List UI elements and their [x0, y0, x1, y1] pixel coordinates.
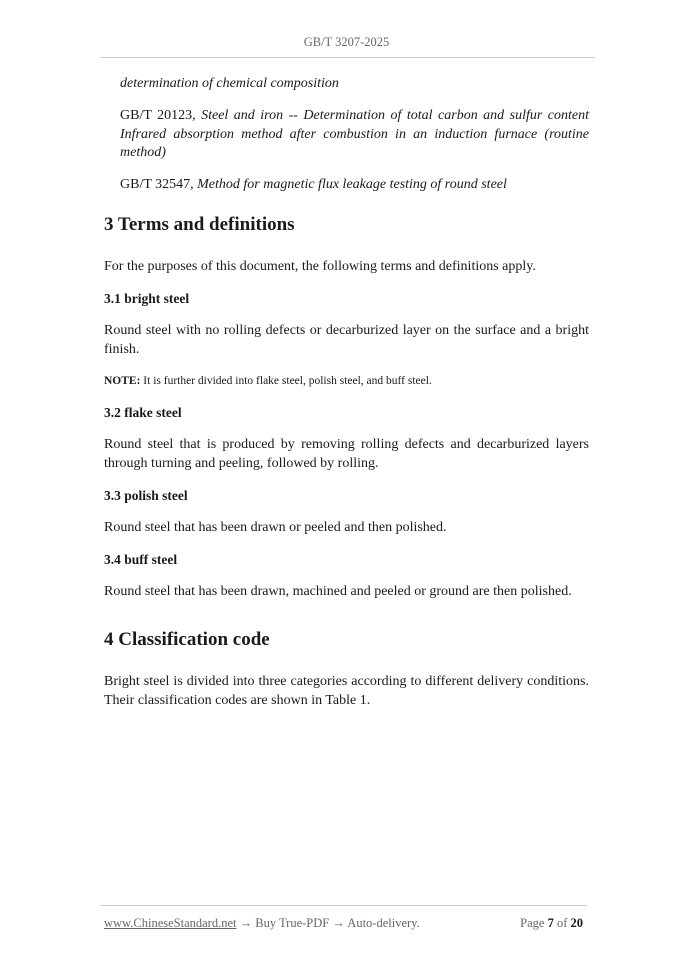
- note-label: NOTE:: [104, 375, 141, 387]
- footer-promo: [104, 916, 420, 931]
- note-text: It is further divided into flake steel, polish steel, and buff steel.: [140, 375, 432, 387]
- term-3-1-title: 3.1 bright steel: [104, 291, 190, 306]
- site-link[interactable]: www.ChineseStandard.net: [104, 916, 237, 930]
- reference-continuation: [120, 75, 589, 94]
- reference-code: GB/T 32547,: [120, 177, 198, 192]
- section-3-heading: 3 Terms and definitions: [104, 214, 295, 235]
- reference-gbt-20123: [120, 107, 589, 163]
- reference-code: GB/T 20123,: [120, 108, 202, 123]
- section-4-body: Bright steel is divided into three categories according to different delivery conditions. Their classification codes are shown in Table 1.: [104, 674, 589, 708]
- header-divider: [100, 57, 595, 58]
- section-4-heading: 4 Classification code: [104, 629, 270, 650]
- term-3-2-title: 3.2 flake steel: [104, 405, 182, 420]
- term-3-3-definition: Round steel that has been drawn or peeled and then polished.: [104, 520, 447, 535]
- term-3-2-definition: Round steel that is produced by removing rolling defects and decarburized layers through turning and peeling, followed by rolling.: [104, 437, 589, 471]
- page-label: Page: [520, 916, 548, 930]
- total-pages: 20: [570, 916, 583, 930]
- of-label: of: [553, 916, 571, 930]
- current-page: 7: [547, 916, 554, 930]
- reference-title: Steel and iron -- Determination of total carbon and sulfur content Infrared absorption method after combustion in an induction furnace (routine method): [120, 108, 590, 160]
- page-header: GB/T 3207-2025: [303, 35, 390, 49]
- section-3-intro: For the purposes of this document, the following terms and definitions apply.: [104, 259, 536, 274]
- footer-divider: [100, 905, 587, 906]
- term-3-4-definition: Round steel that has been drawn, machined and peeled or ground are then polished.: [104, 584, 572, 599]
- reference-gbt-32547: [120, 176, 589, 195]
- term-3-4-title: 3.4 buff steel: [104, 552, 178, 567]
- term-3-3-title: 3.3 polish steel: [104, 488, 188, 503]
- term-3-1-note: [104, 373, 589, 389]
- term-3-1-definition: Round steel with no rolling defects or decarburized layer on the surface and a bright finish.: [104, 323, 589, 357]
- reference-title: Method for magnetic flux leakage testing of round steel: [197, 177, 507, 192]
- reference-continuation-text: determination of chemical composition: [120, 76, 339, 91]
- promo-text: → Buy True-PDF → Auto-delivery.: [236, 916, 420, 930]
- page-number: [520, 916, 583, 931]
